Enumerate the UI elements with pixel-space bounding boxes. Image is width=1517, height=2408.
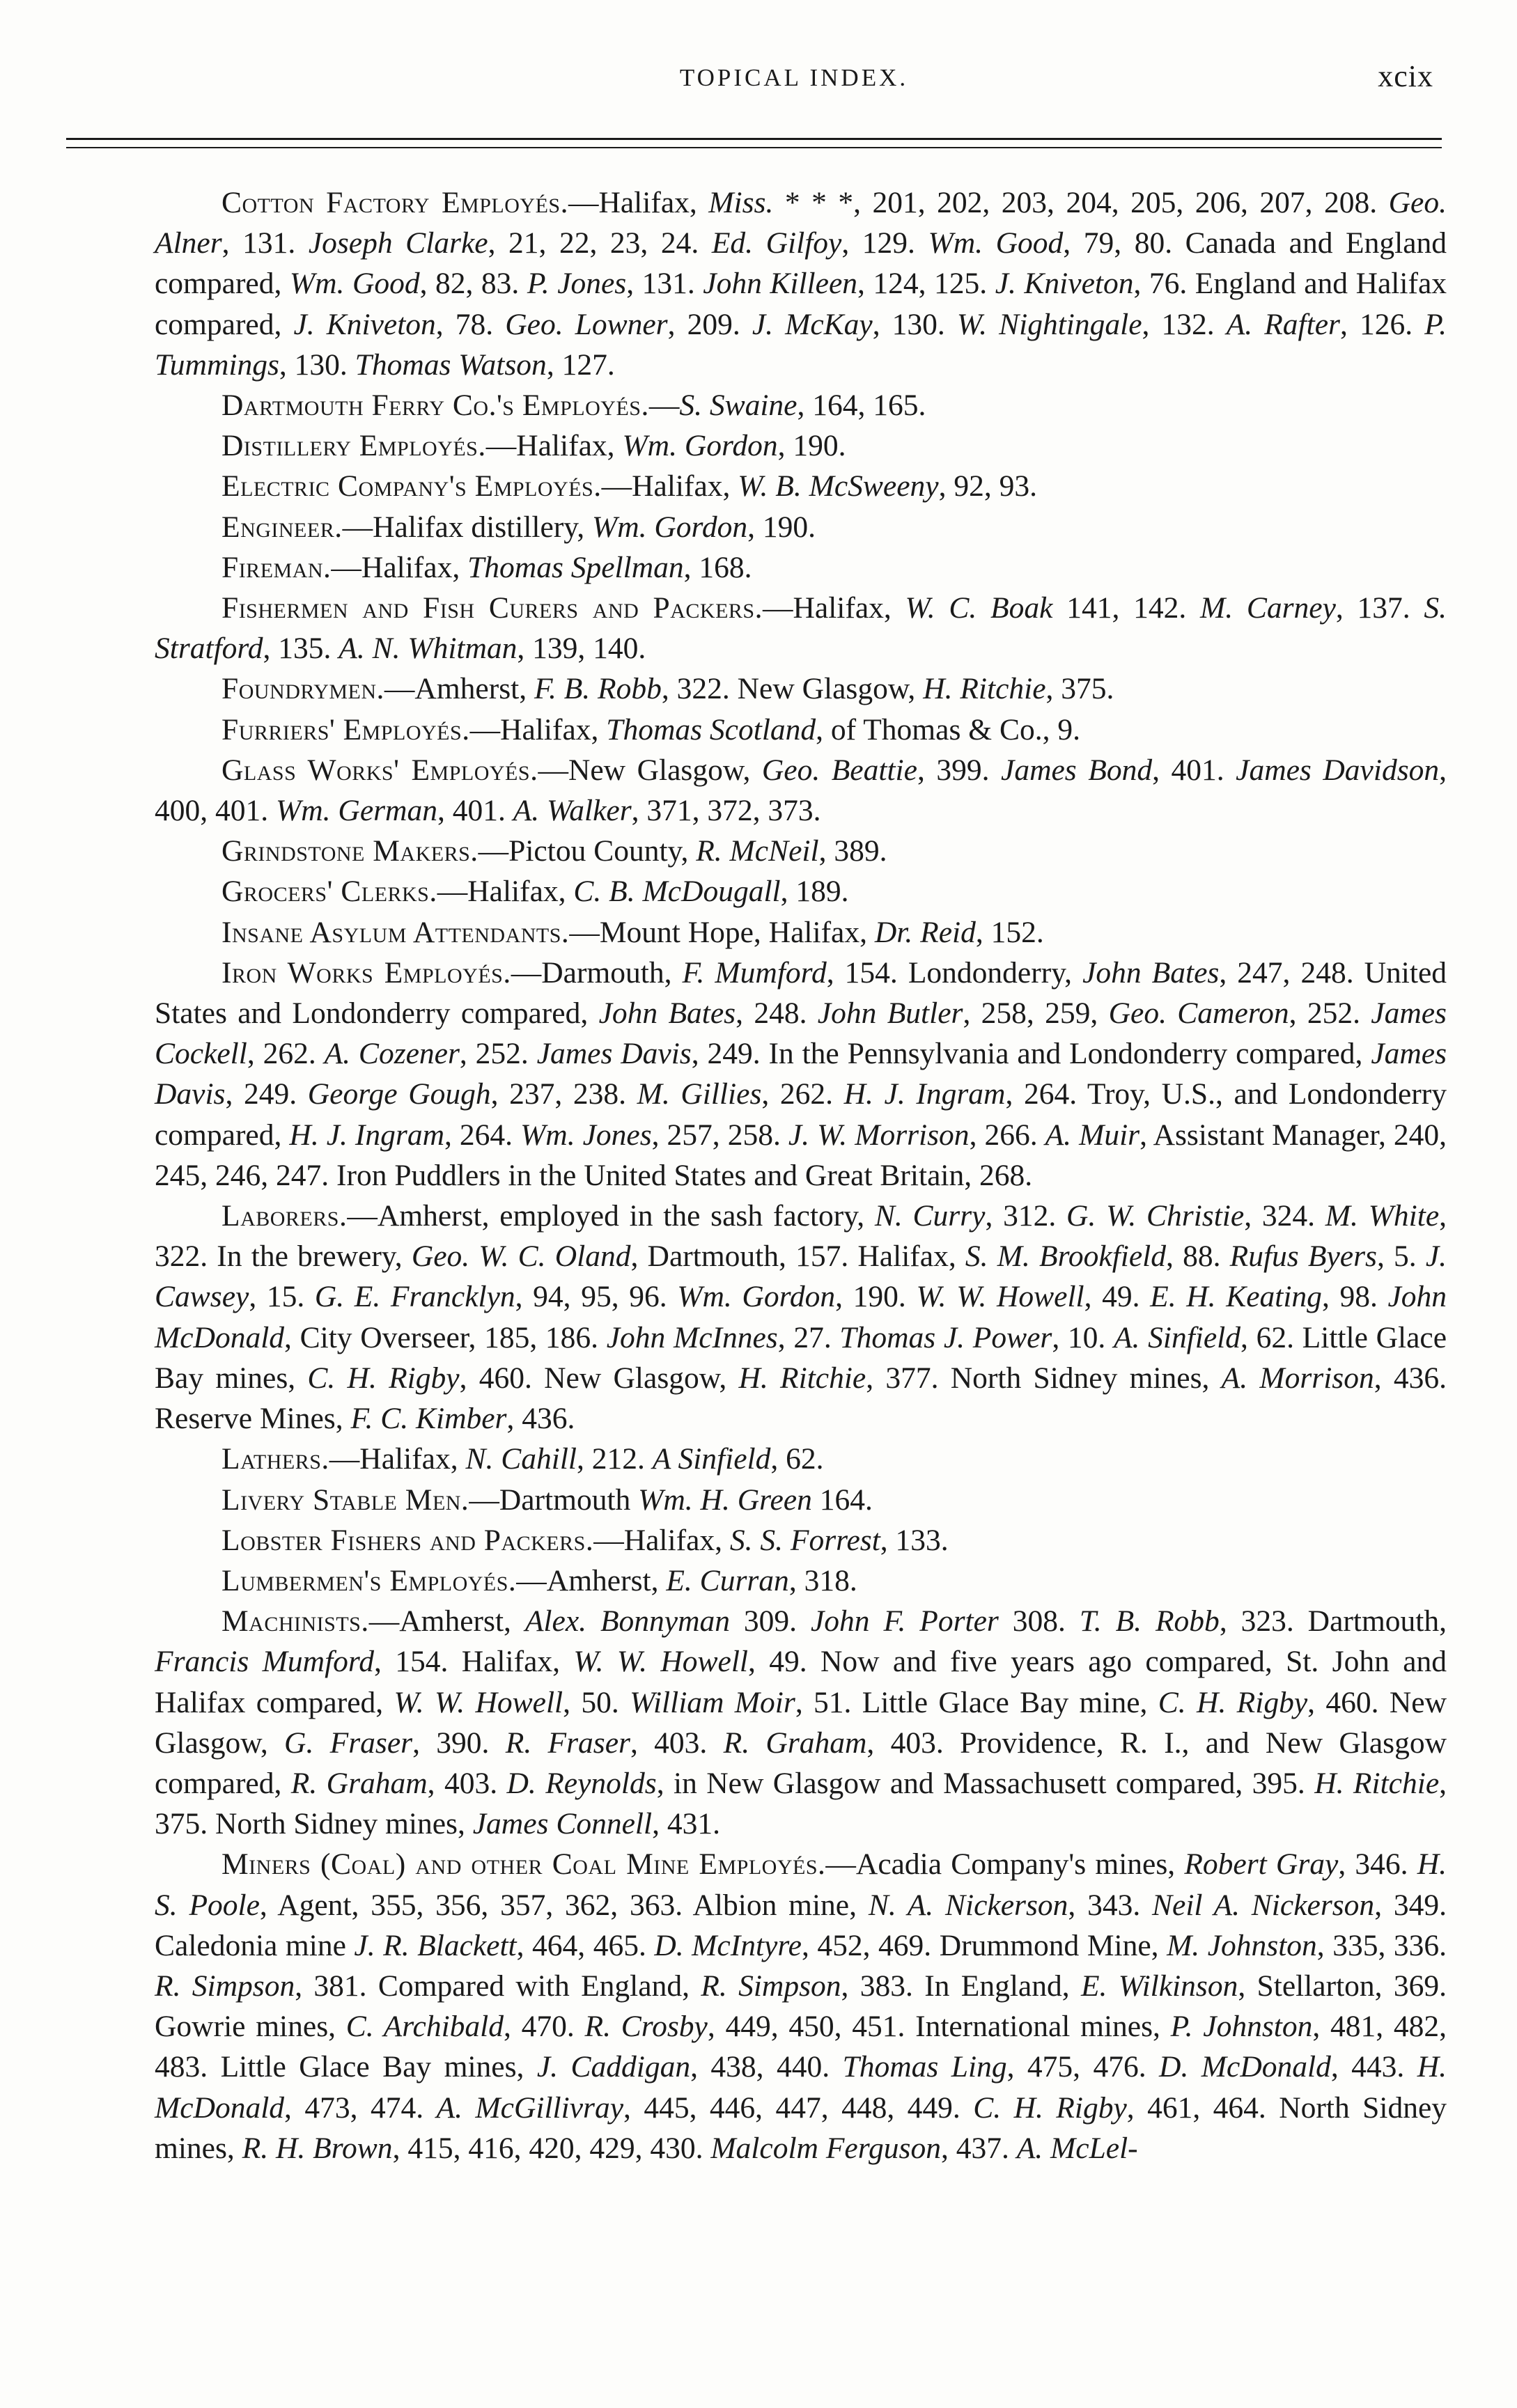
entry-heading: Lathers. <box>221 1442 329 1476</box>
entry-text: —Halifax, N. Cahill, 212. A Sinfield, 62. <box>329 1442 824 1476</box>
index-entry <box>155 1480 1447 1520</box>
entry-text: —Amherst, Alex. Bonnyman 309. John F. Porter 308. T. B. Robb, 323. Dartmouth, Francis Mumford, 154. Halifax, W. W. Howell, 49. Now and five years ago compared, St. John and Halifax compared, W. W. Howell, 50. William Moir, 51. Little Glace Bay mine, C. H. Rigby, 460. New Glasgow, G. Fraser, 390. R. Fraser, 403. R. Graham, 403. Providence, R. I., and New Glasgow compared, R. Graham, 403. D. Reynolds, in New Glasgow and Massachusett compared, 395. H. Ritchie, 375. North Sidney mines, James Connell, 431. <box>155 1604 1447 1841</box>
entry-text: —Halifax, W. B. McSweeny, 92, 93. <box>601 469 1037 503</box>
header-rule-top <box>66 138 1442 140</box>
entry-heading: Grindstone Makers. <box>221 834 479 868</box>
index-entry <box>155 710 1447 750</box>
page-number: xcix <box>1378 59 1433 93</box>
entry-text: —Halifax, Thomas Spellman, 168. <box>331 550 752 584</box>
entry-text: —Halifax, Miss. * * *, 201, 202, 203, 204, 205, 206, 207, 208. Geo. Alner, 131. Joseph Clarke, 21, 22, 23, 24. Ed. Gilfoy, 129. Wm. Good, 79, 80. Canada and England compared, Wm. Good, 82, 83. P. Jones, 131. John Killeen, 124, 125. J. Kniveton, 76. England and Halifax compared, J. Kniveton, 78. Geo. Lowner, 209. J. McKay, 130. W. Nightingale, 132. A. Rafter, 126. P. Tummings, 130. Thomas Watson, 127. <box>155 186 1447 382</box>
entry-heading: Glass Works' Employés. <box>221 753 538 787</box>
running-head <box>146 57 1442 99</box>
entry-heading: Distillery Employés. <box>221 429 486 463</box>
entry-heading: Iron Works Employés. <box>221 955 511 990</box>
entry-text: —Halifax, C. B. McDougall, 189. <box>437 875 849 909</box>
entry-heading: Dartmouth Ferry Co.'s Employés. <box>221 389 649 423</box>
index-entry <box>155 588 1447 669</box>
entry-text: —Amherst, employed in the sash factory, N. Curry, 312. G. W. Christie, 324. M. White, 322. In the brewery, Geo. W. C. Oland, Dartmouth, 157. Halifax, S. M. Brookfield, 88. Rufus Byers, 5. J. Cawsey, 15. G. E. Francklyn, 94, 95, 96. Wm. Gordon, 190. W. W. Howell, 49. E. H. Keating, 98. John McDonald, City Overseer, 185, 186. John McInnes, 27. Thomas J. Power, 10. A. Sinfield, 62. Little Glace Bay mines, C. H. Rigby, 460. New Glasgow, H. Ritchie, 377. North Sidney mines, A. Morrison, 436. Reserve Mines, F. C. Kimber, 436. <box>155 1199 1447 1436</box>
entry-heading: Fireman. <box>221 550 332 584</box>
index-entry <box>155 466 1447 506</box>
entry-text: —Halifax, S. S. Forrest, 133. <box>593 1523 949 1557</box>
index-entry <box>155 1601 1447 1844</box>
index-entry <box>155 871 1447 912</box>
running-head-title: TOPICAL INDEX. <box>679 64 909 91</box>
entry-text: —Halifax, Thomas Scotland, of Thomas & Co., 9. <box>469 712 1080 746</box>
entry-heading: Grocers' Clerks. <box>221 875 437 909</box>
entry-heading: Fishermen and Fish Curers and Packers. <box>221 591 763 625</box>
index-entry <box>155 1844 1447 2168</box>
index-entry <box>155 507 1447 547</box>
entry-text: —Amherst, F. B. Robb, 322. New Glasgow, H. Ritchie, 375. <box>384 672 1114 706</box>
entry-heading: Laborers. <box>221 1199 348 1233</box>
index-entry <box>155 831 1447 871</box>
index-entry <box>155 182 1447 385</box>
index-entry <box>155 1520 1447 1561</box>
entry-text: —Halifax, Wm. Gordon, 190. <box>485 429 846 463</box>
entry-heading: Insane Asylum Attendants. <box>221 915 570 949</box>
index-entries <box>155 182 1447 2168</box>
entry-text: —S. Swaine, 164, 165. <box>648 389 926 423</box>
index-entry <box>155 1439 1447 1479</box>
entry-heading: Lumbermen's Employés. <box>221 1563 517 1597</box>
entry-text: —Dartmouth Wm. H. Green 164. <box>469 1483 873 1517</box>
entry-heading: Machinists. <box>221 1604 369 1639</box>
entry-text: —Acadia Company's mines, Robert Gray, 346. H. S. Poole, Agent, 355, 356, 357, 362, 363. Albion mine, N. A. Nickerson, 343. Neil A. Nickerson, 349. Caledonia mine J. R. Blackett, 464, 465. D. McIntyre, 452, 469. Drummond Mine, M. Johnston, 335, 336. R. Simpson, 381. Compared with England, R. Simpson, 383. In England, E. Wilkinson, Stellarton, 369. Gowrie mines, C. Archibald, 470. R. Crosby, 449, 450, 451. International mines, P. Johnston, 481, 482, 483. Little Glace Bay mines, J. Caddigan, 438, 440. Thomas Ling, 475, 476. D. McDonald, 443. H. McDonald, 473, 474. A. McGillivray, 445, 446, 447, 448, 449. C. H. Rigby, 461, 464. North Sidney mines, R. H. Brown, 415, 416, 420, 429, 430. Malcolm Ferguson, 437. A. McLel- <box>155 1847 1447 2165</box>
entry-heading: Engineer. <box>221 510 343 544</box>
index-entry <box>155 953 1447 1196</box>
index-entry <box>155 912 1447 953</box>
entry-text: —Halifax, W. C. Boak 141, 142. M. Carney, 137. S. Stratford, 135. A. N. Whitman, 139, 140. <box>155 591 1447 666</box>
index-entry <box>155 1561 1447 1601</box>
index-entry <box>155 1196 1447 1439</box>
entry-heading: Livery Stable Men. <box>221 1483 469 1517</box>
entry-heading: Cotton Factory Employés. <box>221 186 568 219</box>
entry-text: —Mount Hope, Halifax, Dr. Reid, 152. <box>569 915 1044 949</box>
entry-text: —Halifax distillery, Wm. Gordon, 190. <box>342 510 816 544</box>
entry-text: —Darmouth, F. Mumford, 154. Londonderry, John Bates, 247, 248. United States and Londonderry compared, John Bates, 248. John Butler, 258, 259, Geo. Cameron, 252. James Cockell, 262. A. Cozener, 252. James Davis, 249. In the Pennsylvania and Londonderry compared, James Davis, 249. George Gough, 237, 238. M. Gillies, 262. H. J. Ingram, 264. Troy, U.S., and Londonderry compared, H. J. Ingram, 264. Wm. Jones, 257, 258. J. W. Morrison, 266. A. Muir, Assistant Manager, 240, 245, 246, 247. Iron Puddlers in the United States and Great Britain, 268. <box>155 955 1447 1192</box>
entry-heading: Lobster Fishers and Packers. <box>221 1523 594 1557</box>
index-entry <box>155 669 1447 709</box>
entry-text: —New Glasgow, Geo. Beattie, 399. James Bond, 401. James Davidson, 400, 401. Wm. German, 401. A. Walker, 371, 372, 373. <box>155 753 1447 828</box>
index-entry <box>155 385 1447 425</box>
index-entry <box>155 425 1447 466</box>
entry-heading: Electric Company's Employés. <box>221 469 602 503</box>
entry-text: —Pictou County, R. McNeil, 389. <box>478 834 887 868</box>
entry-heading: Foundrymen. <box>221 672 384 706</box>
index-entry <box>155 750 1447 831</box>
header-rule-bottom <box>66 147 1442 148</box>
entry-heading: Furriers' Employés. <box>221 712 470 746</box>
entry-heading: Miners (Coal) and other Coal Mine Employés. <box>221 1847 826 1882</box>
entry-text: —Amherst, E. Curran, 318. <box>516 1563 857 1597</box>
index-entry <box>155 547 1447 588</box>
